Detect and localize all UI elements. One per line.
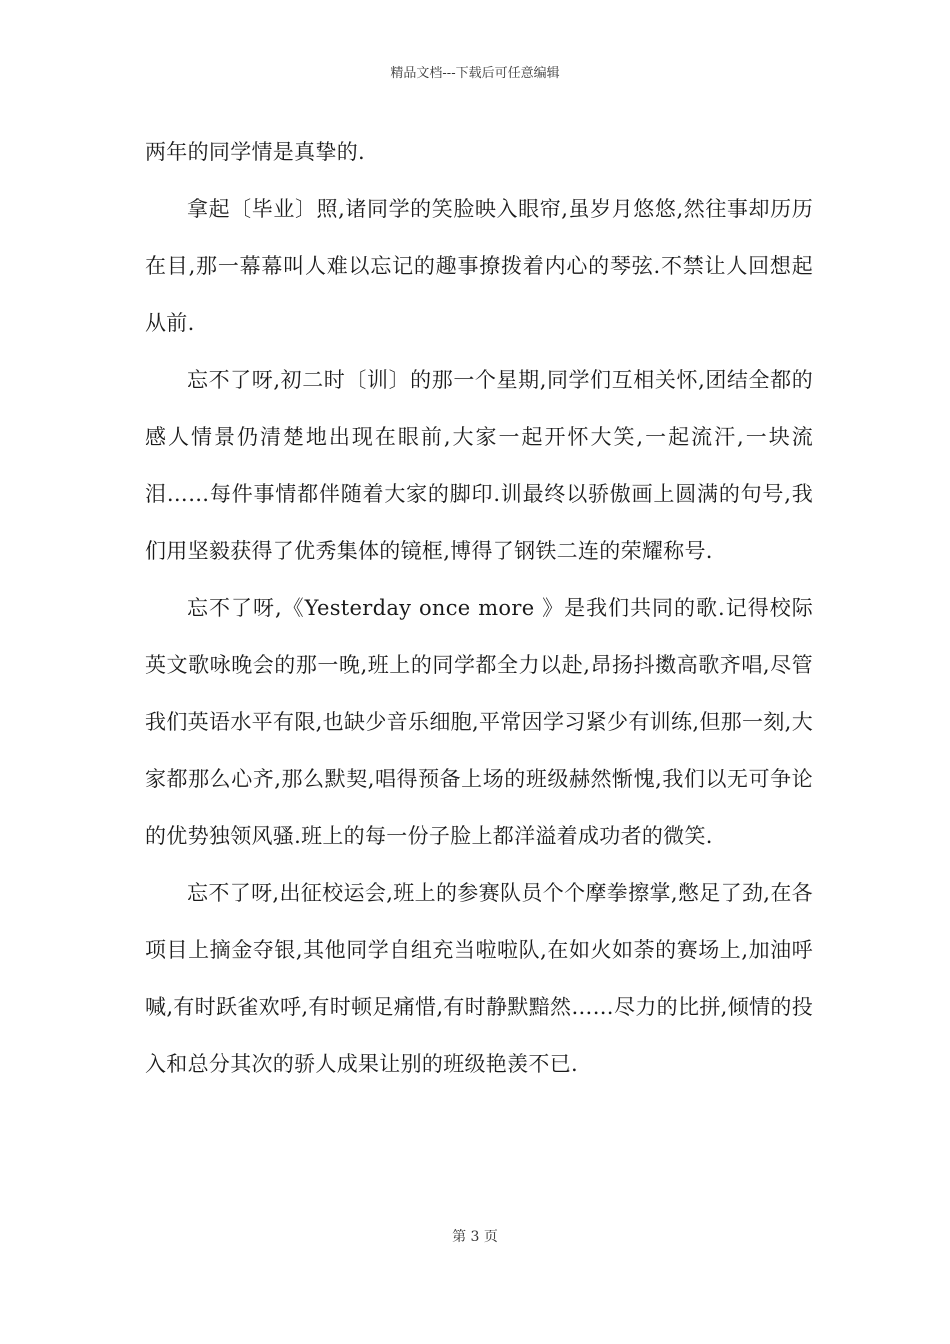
page-number: 第 3 页 [452, 1229, 498, 1245]
paragraph-5: 忘不了呀,出征校运会,班上的参赛队员个个摩拳擦掌,憋足了劲,在各项目上摘金夺银,其他同学自组充当啦啦队,在如火如荼的赛场上,加油呼喊,有时跃雀欢呼,有时顿足痛惜,有时静默黯然……尽力的比拼,倾情的投入和总分其次的骄人成果让别的班级艳羡不已. [145, 881, 813, 1076]
paragraph-1: 两年的同学情是真挚的. [145, 140, 365, 164]
paragraph-2: 拿起〔毕业〕照,诸同学的笑脸映入眼帘,虽岁月悠悠,然往事却历历在目,那一幕幕叫人难以忘记的趣事撩拨着内心的琴弦.不禁让人回想起从前. [145, 197, 813, 335]
paragraph-4: 忘不了呀,《Yesterday once more 》是我们共同的歌.记得校际英文歌咏晚会的那一晚,班上的同学都全力以赴,昂扬抖擞高歌齐唱,尽管我们英语水平有限,也缺少音乐细胞,平常因学习紧少有训练,但那一刻,大家都那么心齐,那么默契,唱得预备上场的班级赫然惭愧,我们以无可争论的优势独领风骚.班上的每一份子脸上都洋溢着成功者的微笑. [145, 596, 813, 848]
paragraph-3: 忘不了呀,初二时〔训〕的那一个星期,同学们互相关怀,团结全都的感人情景仍清楚地出现在眼前,大家一起开怀大笑,一起流汗,一块流泪……每件事情都伴随着大家的脚印.训最终以骄傲画上圆满的句号,我们用坚毅获得了优秀集体的镜框,博得了钢铁二连的荣耀称号. [145, 368, 813, 563]
document-body [145, 124, 813, 1093]
page-header: 精品文档---下载后可任意编辑 [390, 66, 560, 81]
